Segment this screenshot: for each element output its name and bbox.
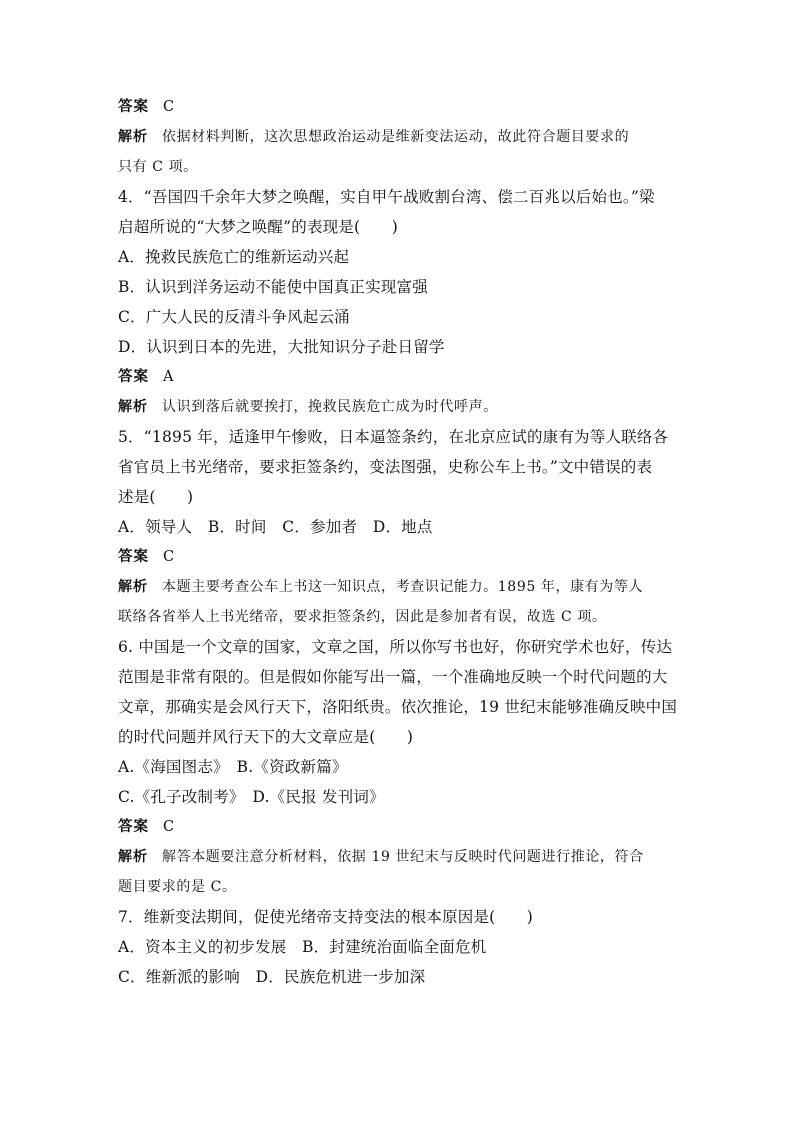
question-6-stem: 文章，那确实是会风行天下，洛阳纸贵。依次推论，19 世纪末能够准确反映中国: [118, 698, 678, 716]
answer-label: 答案: [118, 548, 149, 565]
answer-value: A: [163, 369, 174, 385]
answer-value: C: [163, 549, 175, 565]
explanation-text: 题目要求的是 C。: [118, 879, 237, 895]
question-4-stem: 4．“吾国四千余年大梦之唤醒，实自甲午战败割台湾、偿二百兆以后始也。”梁: [118, 188, 655, 206]
explanation-line: [118, 842, 680, 872]
explanation-line: [118, 122, 680, 152]
question-7-options: A．资本主义的初步发展 B．封建统治面临全面危机: [118, 938, 487, 956]
answer-line: [118, 362, 680, 392]
explanation-text: 认识到落后就要挨打，挽救民族危亡成为时代呼声。: [162, 399, 498, 415]
explanation-label: 解析: [118, 129, 148, 145]
question-5-stem: 述是( ): [118, 488, 194, 506]
explanation-label: 解析: [118, 399, 148, 415]
question-5-stem: 5．“1895 年，适逢甲午惨败，日本逼签条约，在北京应试的康有为等人联络各: [118, 428, 669, 446]
question-4-stem: 启超所说的“大梦之唤醒”的表现是( ): [118, 218, 398, 236]
question-5-options: A．领导人 B．时间 C．参加者 D．地点: [118, 518, 433, 536]
explanation-line: [118, 572, 680, 602]
document-page: [118, 92, 680, 992]
question-4-option-c: C．广大人民的反清斗争风起云涌: [118, 308, 350, 326]
question-6-stem: 6. 中国是一个文章的国家，文章之国，所以你写书也好，你研究学术也好，传达: [118, 638, 673, 656]
explanation-text: 只有 C 项。: [118, 159, 198, 175]
question-7-stem: 7．维新变法期间，促使光绪帝支持变法的根本原因是( ): [118, 908, 534, 926]
explanation-text: 依据材料判断，这次思想政治运动是维新变法运动，故此符合题目要求的: [162, 129, 630, 145]
question-4-option-b: B．认识到洋务运动不能使中国真正实现富强: [118, 278, 428, 296]
question-6-options: A.《海国图志》 B.《资政新篇》: [118, 758, 348, 776]
explanation-text: 联络各省举人上书光绪帝，要求拒签条约，因此是参加者有误，故选 C 项。: [118, 609, 607, 625]
explanation-text: 本题主要考查公车上书这一知识点，考查识记能力。1895 年，康有为等人: [162, 579, 644, 595]
answer-label: 答案: [118, 368, 149, 385]
question-4-option-d: D．认识到日本的先进，大批知识分子赴日留学: [118, 338, 445, 356]
answer-line: [118, 92, 680, 122]
answer-line: [118, 812, 680, 842]
explanation-text: 解答本题要注意分析材料，依据 19 世纪末与反映时代问题进行推论，符合: [162, 849, 644, 865]
question-6-stem: 的时代问题并风行天下的大文章应是( ): [118, 728, 414, 746]
question-7-options: C．维新派的影响 D．民族危机进一步加深: [118, 968, 426, 986]
answer-value: C: [163, 819, 175, 835]
question-6-options: C.《孔子改制考》 D.《民报 发刊词》: [118, 788, 385, 806]
explanation-line: [118, 392, 680, 422]
question-5-stem: 省官员上书光绪帝，要求拒签条约，变法图强，史称公车上书。”文中错误的表: [118, 458, 653, 476]
question-4-option-a: A．挽救民族危亡的维新运动兴起: [118, 248, 350, 266]
answer-label: 答案: [118, 98, 149, 115]
answer-line: [118, 542, 680, 572]
question-6-stem: 范围是非常有限的。但是假如你能写出一篇，一个准确地反映一个时代问题的大: [118, 668, 668, 686]
answer-value: C: [163, 99, 175, 115]
explanation-label: 解析: [118, 849, 148, 865]
answer-label: 答案: [118, 818, 149, 835]
explanation-label: 解析: [118, 579, 148, 595]
